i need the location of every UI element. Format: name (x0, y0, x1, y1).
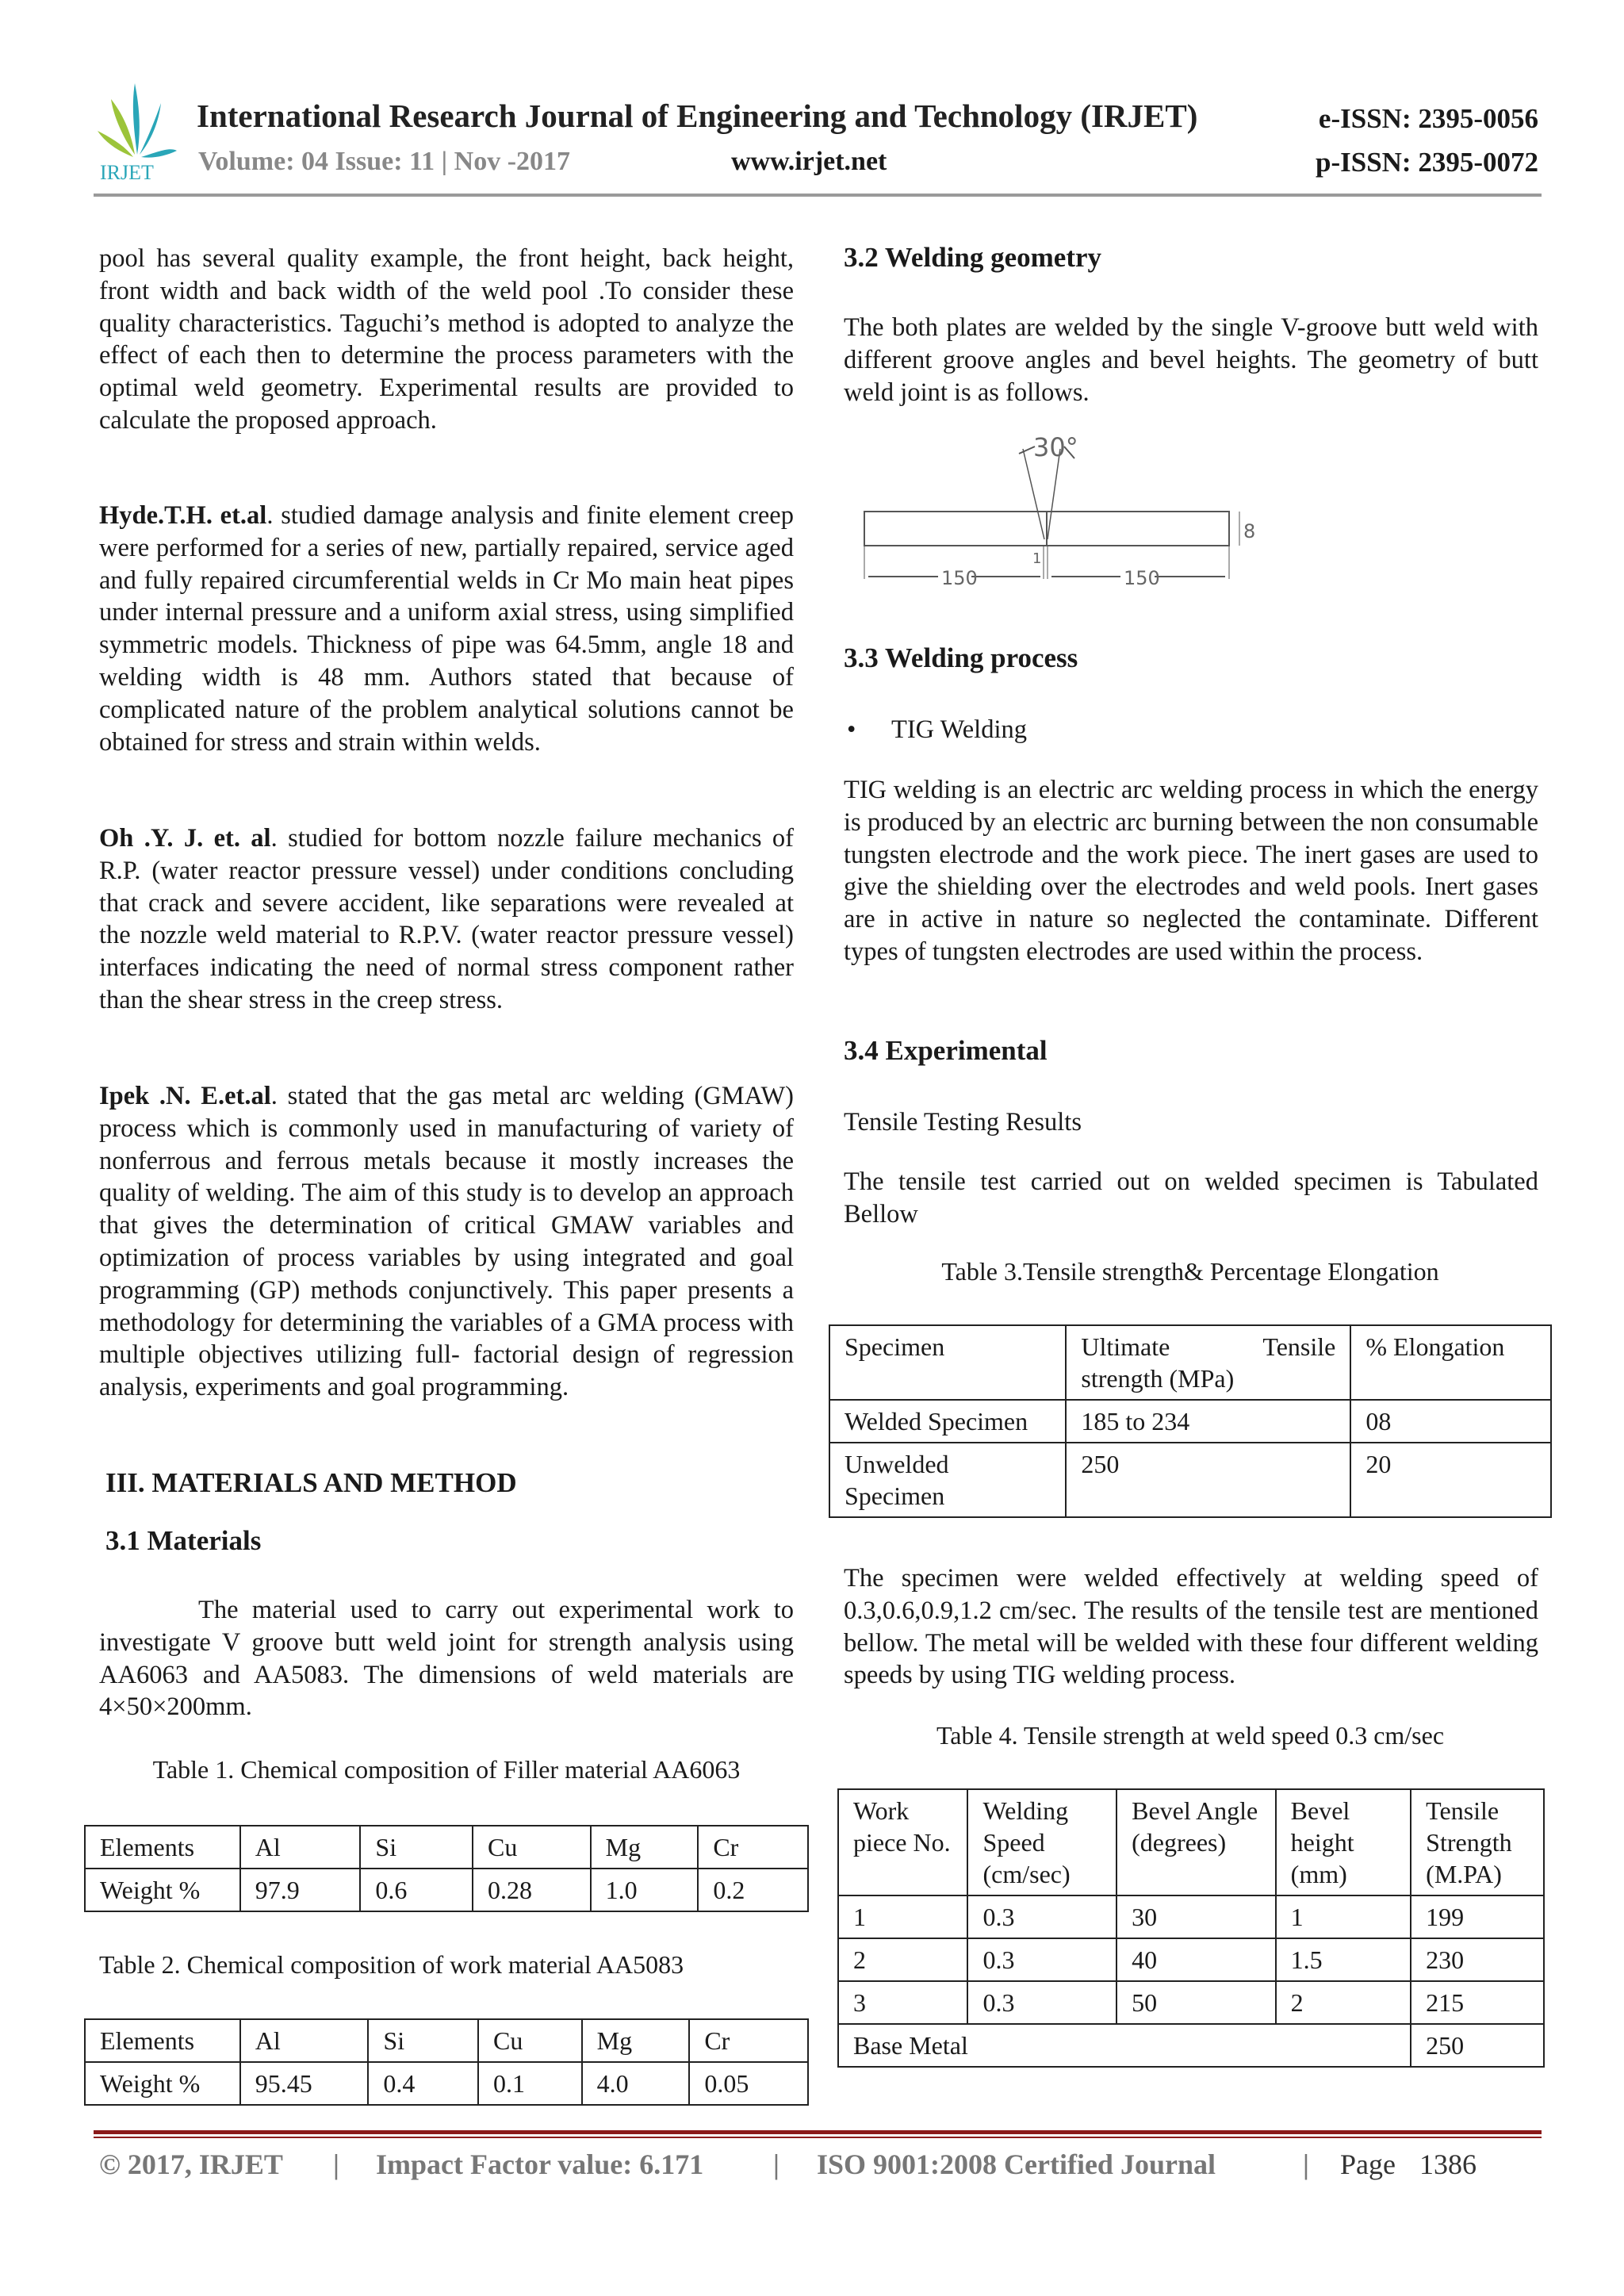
table-row (85, 1826, 808, 1869)
paragraph-text: . studied for bottom nozzle failure mechanics of R.P. (water reactor pressure vessel) under conditions concluding that crack and severe accident, like separations were revealed at the nozzle weld material to R.P.V. (water reactor pressure vessel) interfaces indicating the need of normal stress component rather than the shear stress in the creep stress. (99, 824, 794, 1014)
table-cell: Al (240, 1826, 361, 1869)
table2-caption: Table 2. Chemical composition of work material AA5083 (99, 1950, 684, 1979)
author-lead: Oh .Y. J. et. al (99, 824, 271, 853)
paragraph: TIG welding is an electric arc welding process in which the energy is produced by an electric arc burning between the non consumable tungsten electrode and the work piece. The inert gases are used to give the shielding over the electrodes and weld pools. Inert gases are in active in nature so neglected the contaminate. Different types of tungsten electrodes are used within the process. (844, 776, 1538, 966)
table-cell: 95.45 (240, 2062, 369, 2105)
table-cell: Elements (85, 1826, 240, 1869)
footer-iso: ISO 9001:2008 Certified Journal (817, 2148, 1216, 2180)
table-cell: Welding Speed (cm/sec) (967, 1789, 1116, 1895)
section-heading: III. MATERIALS AND METHOD (105, 1467, 517, 1498)
table-cell: 0.1 (478, 2062, 582, 2105)
table-cell: 40 (1116, 1938, 1276, 1981)
footer-impact: Impact Factor value: 6.171 (376, 2148, 704, 2180)
table-cell: 0.2 (698, 1869, 808, 1911)
journal-title: International Research Journal of Engineering and Technology (IRJET) (197, 98, 1198, 134)
table-row (838, 1789, 1544, 1895)
table-cell: Elements (85, 2019, 240, 2062)
footer-copyright: © 2017, IRJET (99, 2148, 283, 2180)
table-cell: 50 (1116, 1981, 1276, 2024)
table-cell: Specimen (829, 1325, 1066, 1400)
paragraph-ipek (99, 1080, 794, 1404)
table-cell: 215 (1411, 1981, 1544, 2024)
subsection-heading: 3.3 Welding process (844, 642, 1078, 673)
bullet-icon: • (847, 715, 856, 744)
paragraph: The specimen were welded effectively at welding speed of 0.3,0.6,0.9,1.2 cm/sec. The results of the tensile test are mentioned bellow. The metal will be welded with these four different welding speeds by using TIG welding process. (844, 1564, 1538, 1690)
table-cell: 0.05 (689, 2062, 808, 2105)
eissn: e-ISSN: 2395-0056 (1318, 103, 1538, 134)
table1 (84, 1825, 809, 1912)
table-row (838, 1938, 1544, 1981)
table-cell: 30 (1116, 1895, 1276, 1938)
footer-separator: | (773, 2148, 779, 2180)
table-cell: 250 (1066, 1443, 1350, 1517)
table-row (85, 1869, 808, 1911)
paragraph-oh (99, 822, 794, 1017)
table-cell: Cr (689, 2019, 808, 2062)
table-cell: 3 (838, 1981, 967, 2024)
author-lead: Hyde.T.H. et.al (99, 501, 267, 530)
table-cell: 0.4 (368, 2062, 478, 2105)
table-row (85, 2062, 808, 2105)
footer-rule (94, 2137, 1542, 2138)
table-cell: 0.3 (967, 1895, 1116, 1938)
table-cell: 1.5 (1276, 1938, 1411, 1981)
length-label: 150 (1124, 567, 1160, 589)
subsection-heading: 3.2 Welding geometry (844, 242, 1102, 273)
pissn: p-ISSN: 2395-0072 (1315, 147, 1538, 178)
table-cell: Mg (591, 1826, 699, 1869)
bullet-text: TIG Welding (891, 715, 1027, 744)
length-label: 150 (941, 567, 978, 589)
table-row (838, 1981, 1544, 2024)
table-cell: 4.0 (582, 2062, 690, 2105)
footer-rule (94, 2130, 1542, 2134)
table4-caption: Table 4. Tensile strength at weld speed 0.3 cm/sec (936, 1721, 1445, 1750)
root-label: 1 (1032, 550, 1042, 567)
table-row (829, 1325, 1551, 1400)
footer-page-number: 1386 (1419, 2148, 1477, 2180)
table3 (829, 1324, 1552, 1518)
table-cell: 1.0 (591, 1869, 699, 1911)
butt-weld-diagram (856, 420, 1522, 603)
table-cell: 0.28 (473, 1869, 591, 1911)
subsection-heading: 3.1 Materials (105, 1525, 262, 1556)
table-cell: Mg (582, 2019, 690, 2062)
table-cell: Al (240, 2019, 369, 2062)
table-row (838, 1895, 1544, 1938)
table-cell: Ultimate Tensile strength (MPa) (1066, 1325, 1350, 1400)
table-cell: 0.3 (967, 1938, 1116, 1981)
paragraph-text: . studied damage analysis and finite element creep were performed for a series of new, partially repaired, service aged and fully repaired circumferential welds in Cr Mo main heat pipes under internal pressure and a uniform axial stress, using simplified symmetric models. Thickness of pipe was 64.5mm, angle 18 and welding width is 48 mm. Authors stated that because of complicated nature of the problem analytical solutions cannot be obtained for stress and strain within welds. (99, 501, 794, 757)
subheading-text: Tensile Testing Results (844, 1108, 1082, 1137)
table-cell: 185 to 234 (1066, 1400, 1350, 1443)
paragraph: The both plates are welded by the single V-groove butt weld with different groove angles and bevel heights. The geometry of butt weld joint is as follows. (844, 313, 1538, 407)
table-cell: 250 (1411, 2024, 1544, 2067)
table-row (829, 1443, 1551, 1517)
table-cell: 230 (1411, 1938, 1544, 1981)
table-cell: Weight % (85, 1869, 240, 1911)
paragraph-hyde (99, 500, 794, 758)
footer-separator: | (1303, 2148, 1309, 2180)
table2 (84, 2018, 809, 2106)
table-cell: Bevel Angle (degrees) (1116, 1789, 1276, 1895)
table-cell: 0.3 (967, 1981, 1116, 2024)
table-cell: Base Metal (838, 2024, 1411, 2067)
irjet-logo (94, 79, 181, 182)
paragraph-text: . stated that the gas metal arc welding (GMAW) process which is commonly used in manufacturing of variety of nonferrous and ferrous metals because it mostly increases the quality of welding. The aim of this study is to develop an approach that gives the determination of critical GMAW variables and optimization of process variables by using integrated and goal programming (GP) methods conjunctively. This paper presents a methodology for determining the variables of a GMA process with multiple objectives utilizing full- factorial design of regression analysis, experiments and goal programming. (99, 1082, 794, 1402)
table-cell: Cu (473, 1826, 591, 1869)
footer-page-label: Page (1340, 2148, 1396, 2180)
table-cell: 0.6 (360, 1869, 473, 1911)
table-cell: 2 (1276, 1981, 1411, 2024)
paragraph: The tensile test carried out on welded specimen is Tabulated Bellow (844, 1167, 1538, 1228)
table-cell: 2 (838, 1938, 967, 1981)
table-row (829, 1400, 1551, 1443)
author-lead: Ipek .N. E.et.al (99, 1082, 271, 1110)
table-cell: Weight % (85, 2062, 240, 2105)
svg-text:IRJET: IRJET (100, 161, 154, 182)
volume-issue: Volume: 04 Issue: 11 | Nov -2017 (198, 147, 571, 176)
table1-caption: Table 1. Chemical composition of Filler material AA6063 (152, 1755, 741, 1784)
table4 (837, 1788, 1545, 2068)
website-link[interactable]: www.irjet.net (731, 147, 887, 176)
header-rule (94, 194, 1542, 197)
paragraph: The material used to carry out experimental work to investigate V groove butt weld joint for strength analysis using AA6063 and AA5083. The dimensions of weld materials are 4×50×200mm. (99, 1596, 794, 1722)
table-row (85, 2019, 808, 2062)
table-cell: % Elongation (1350, 1325, 1551, 1400)
footer-separator: | (333, 2148, 339, 2180)
table-cell: Unwelded Specimen (829, 1443, 1066, 1517)
bullet-item (844, 714, 1538, 746)
table-row (838, 2024, 1544, 2067)
table-cell: Cu (478, 2019, 582, 2062)
thickness-label: 8 (1243, 520, 1256, 542)
table-cell: Bevel height (mm) (1276, 1789, 1411, 1895)
table-cell: Si (360, 1826, 473, 1869)
paragraph: pool has several quality example, the front height, back height, front width and back width of the weld pool .To consider these quality characteristics. Taguchi’s method is adopted to analyze the effect of each then to determine the process parameters with the optimal weld geometry. Experimental results are provided to calculate the proposed approach. (99, 244, 794, 435)
table-cell: 199 (1411, 1895, 1544, 1938)
angle-label: 30° (1033, 432, 1078, 462)
table-cell: 1 (1276, 1895, 1411, 1938)
table-cell: Welded Specimen (829, 1400, 1066, 1443)
table-cell: Work piece No. (838, 1789, 967, 1895)
table-cell: 08 (1350, 1400, 1551, 1443)
subsection-heading: 3.4 Experimental (844, 1035, 1048, 1066)
table-cell: Tensile Strength (M.PA) (1411, 1789, 1544, 1895)
table-cell: Si (368, 2019, 478, 2062)
table-cell: 1 (838, 1895, 967, 1938)
table3-caption: Table 3.Tensile strength& Percentage Elongation (941, 1257, 1439, 1286)
table-cell: Cr (698, 1826, 808, 1869)
table-cell: 97.9 (240, 1869, 361, 1911)
table-cell: 20 (1350, 1443, 1551, 1517)
